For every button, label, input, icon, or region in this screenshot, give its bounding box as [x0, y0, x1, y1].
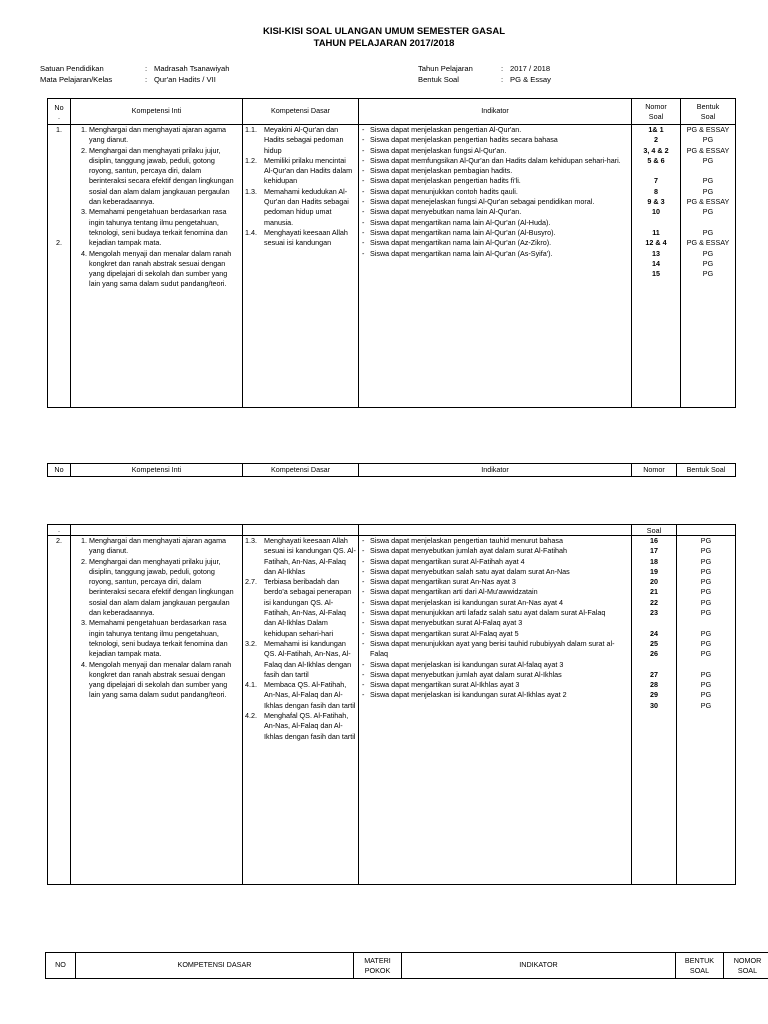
header-nomor-soal: NOMOR SOAL — [724, 953, 768, 979]
nomor-value: 9 & 3 — [647, 197, 665, 207]
row-number-cell — [48, 125, 71, 408]
indicator-item: - Siswa dapat mengartikan nama lain Al-Qur'an (Al-Busyro). — [361, 228, 629, 238]
meta-colon: : — [500, 75, 504, 84]
header-empty — [677, 525, 736, 536]
indicator-item: - Siswa dapat mengartikan surat Al-Fatihah ayat 4 — [361, 557, 629, 567]
bentuk-value: PG — [702, 227, 714, 237]
header-bentuk-soal: Bentuk Soal — [681, 99, 736, 125]
indicator-item: - Siswa dapat menunjukkan contoh hadits qauli. — [361, 187, 629, 197]
kompetensi-inti-cell — [71, 125, 243, 408]
nomor-value: 18 — [650, 556, 658, 566]
kisi-kisi-table-1 — [47, 98, 736, 408]
bentuk-value — [683, 166, 733, 176]
nomor-value: 11 — [652, 227, 660, 237]
header-materi-pokok: MATERI POKOK — [354, 953, 402, 979]
indicator-item: - Siswa dapat menyebutkan jumlah ayat dalam surat Al-Fatihah — [361, 546, 629, 556]
header-empty — [243, 525, 359, 536]
bentuk-value: PG — [700, 556, 712, 566]
meta-value: Qur'an Hadits / VII — [154, 75, 216, 84]
kd-item: 1.2. Memiliki prilaku mencintai Al-Qur'an dan Hadits dalam kehidupan — [245, 155, 353, 186]
header-soal: Soal — [632, 525, 677, 536]
meta-colon: : — [144, 75, 148, 84]
ki-item: 3. Memahami pengetahuan berdasarkan rasa ingin tahunya tentang ilmu pengetahuan, teknologi, seni budaya terkait fenomina dan kejadian tampak mata. — [89, 207, 240, 248]
header-empty — [359, 525, 632, 536]
meta-colon: : — [500, 64, 504, 73]
bentuk-value: PG & ESSAY — [686, 197, 730, 207]
header-kompetensi-dasar: KOMPETENSI DASAR — [76, 953, 354, 979]
header-kompetensi-inti: Kompetensi Inti — [71, 99, 243, 125]
bentuk-value — [679, 618, 733, 628]
bentuk-value: PG — [702, 176, 714, 186]
row-number: 1. — [56, 125, 62, 134]
nomor-value: 13 — [652, 248, 660, 258]
nomor-value: 7 — [654, 176, 658, 186]
indicator-item: - Siswa dapat menejelaskan fungsi Al-Qur'an sebagai pendidikan moral. — [361, 197, 629, 207]
nomor-value: 14 — [652, 258, 660, 268]
bentuk-value: PG — [700, 628, 712, 638]
nomor-value: 24 — [650, 628, 658, 638]
indicator-item: - Siswa dapat menjelaskan pengertian hadits fi'li. — [361, 176, 629, 186]
header-nomor-soal: Nomor Soal — [632, 99, 681, 125]
bentuk-value: PG — [700, 577, 712, 587]
meta-label: Mata Pelajaran/Kelas — [40, 75, 113, 84]
meta-value: 2017 / 2018 — [510, 64, 551, 73]
nomor-value — [634, 618, 674, 628]
header-kompetensi-dasar: Kompetensi Dasar — [243, 99, 359, 125]
nomor-value: 25 — [650, 638, 658, 648]
header-no: NO — [46, 953, 76, 979]
indicator-item: - Siswa dapat menyebutkan salah satu ayat dalam surat An-Nas — [361, 567, 629, 577]
row-number: 2. — [56, 536, 62, 545]
bentuk-value: PG — [702, 207, 714, 217]
meta-row-mapel — [40, 74, 229, 85]
kompetensi-inti-cell — [71, 536, 243, 885]
meta-row-tahun — [418, 63, 551, 74]
nomor-value: 20 — [650, 577, 658, 587]
header-indikator: Indikator — [359, 464, 632, 477]
bentuk-value: PG — [702, 155, 714, 165]
ki-item: 4. Mengolah menyaji dan menalar dalam ranah kongkret dan ranah abstrak sesuai dengan yang dipelajari di sekolah dan sumber yang lain yang sama dalam sudut pandang/teori. — [89, 660, 240, 701]
nomor-value: 12 & 4 — [645, 238, 667, 248]
nomor-value — [634, 660, 674, 670]
bentuk-value: PG — [700, 680, 712, 690]
indicator-item: - Siswa dapat mengartikan arti dari Al-Mu'awwidzatain — [361, 587, 629, 597]
header-bentuk-soal: Bentuk Soal — [677, 464, 736, 477]
bentuk-value: PG — [702, 258, 714, 268]
nomor-value: 30 — [650, 700, 658, 710]
document-subtitle: TAHUN PELAJARAN 2017/2018 — [313, 38, 455, 49]
header-kompetensi-inti: Kompetensi Inti — [71, 464, 243, 477]
indicator-item: - Siswa dapat menyebutkan surat Al-Falaq ayat 3 — [361, 618, 629, 628]
meta-value: PG & Essay — [510, 75, 551, 84]
indicator-item: - Siswa dapat mengartikan surat Al-Falaq ayat 5 — [361, 629, 629, 639]
bentuk-value: PG — [700, 669, 712, 679]
kisi-kisi-table-4-header — [45, 952, 768, 979]
nomor-value: 5 & 6 — [647, 155, 665, 165]
kd-item: 2.7. Terbiasa beribadah dan berdo'a sebagai penerapan isi kandungan QS. Al-Fatihah, An-Nas, Al-Falaq dan Al-Ikhlas Dalam kehidupan sehari-hari — [245, 577, 352, 638]
nomor-value: 17 — [650, 546, 658, 556]
bentuk-value: PG — [700, 608, 712, 618]
nomor-value: 15 — [652, 269, 660, 279]
nomor-value: 27 — [650, 669, 658, 679]
meta-label: Bentuk Soal — [418, 75, 459, 84]
ki-item: 2. Menghargai dan menghayati prilaku jujur, disiplin, tanggung jawab, peduli, gotong royong, santun, percaya diri, dalam berinteraksi secara efektif dengan lingkungan sosial dan alam dalam jangkauan pergaulan dan keberadaannya. — [89, 557, 240, 619]
nomor-value: 10 — [652, 207, 660, 217]
indicator-item: - Siswa dapat menjelaskan pengertian hadits secara bahasa — [361, 135, 629, 145]
indicator-item: - Siswa dapat menjelaskan isi kandungan surat Al-falaq ayat 3 — [361, 660, 629, 670]
kd-item: 1.3. Menghayati keesaan Allah sesuai isi kandungan QS. Al-Fatihah, An-Nas, Al-Falaq dan Al-Ikhlas — [245, 536, 356, 576]
nomor-value: 19 — [650, 566, 658, 576]
nomor-value: 21 — [650, 587, 658, 597]
indicator-item: - Siswa dapat mengartikan nama lain Al-Qur'an (As-Syifa'). — [361, 249, 629, 259]
bentuk-value: PG & ESSAY — [686, 238, 730, 248]
ki-item: 3. Memahami pengetahuan berdasarkan rasa ingin tahunya tentang ilmu pengetahuan, teknologi, seni budaya terkait fenomina dan kejadian tampak mata. — [89, 618, 240, 659]
ki-item: 1. Menghargai dan menghayati ajaran agama yang dianut. — [89, 536, 240, 557]
nomor-value: 22 — [650, 597, 658, 607]
bentuk-value — [683, 218, 733, 228]
kd-item: 4.2. Menghafal QS. Al-Fatihah, An-Nas, Al-Falaq dan Al-Ikhlas dengan fasih dan tartil — [245, 711, 356, 741]
kd-item: 3.2. Memahami isi kandungan QS. Al-Fatihah, An-Nas, Al-Falaq dan Al-Ikhlas dengan fasih dan tartil — [245, 638, 352, 679]
bentuk-soal-cell — [677, 536, 736, 885]
document-title: KISI-KISI SOAL ULANGAN UMUM SEMESTER GASAL — [262, 26, 506, 37]
header-no: No — [48, 464, 71, 477]
bentuk-value: PG — [700, 690, 712, 700]
indicator-item: - Siswa dapat menunjukkan ayat yang berisi tauhid rububiyyah dalam surat al-Falaq — [361, 639, 629, 660]
bentuk-value: PG — [702, 269, 714, 279]
header-kompetensi-dasar: Kompetensi Dasar — [243, 464, 359, 477]
bentuk-value: PG — [702, 135, 714, 145]
bentuk-value: PG & ESSAY — [686, 125, 730, 134]
indicator-item: - Siswa dapat menjelaskan isi kandungan surat An-Nas ayat 4 — [361, 598, 629, 608]
bentuk-soal-cell — [681, 125, 736, 408]
header-indikator: INDIKATOR — [402, 953, 676, 979]
indicator-item: - Siswa dapat menjelaskan isi kandungan surat Al-Ikhlas ayat 2 — [361, 690, 629, 700]
header-nomor: Nomor — [632, 464, 677, 477]
nomor-value: 3, 4 & 2 — [643, 145, 669, 155]
meta-row-bentuk — [418, 74, 551, 85]
nomor-value: 26 — [650, 649, 658, 659]
meta-left — [40, 63, 229, 85]
indicator-item: - Siswa dapat menjelaskan pengertian tauhid menurut bahasa — [361, 536, 629, 546]
indicator-item: - Siswa dapat mengartikan nama lain Al-Qur'an (Az-Zikro). — [361, 238, 629, 248]
header-empty — [71, 525, 243, 536]
ki-item: 1. Menghargai dan menghayati ajaran agama yang dianut. — [89, 125, 240, 146]
meta-label: Tahun Pelajaran — [418, 64, 473, 73]
kd-item: 1.3. Memahami kedudukan Al-Qur'an dan Hadits sebagai pedoman hidup umat manusia. — [245, 186, 349, 227]
kd-item: 1.1. Meyakini Al-Qur'an dan Hadits sebagai pedoman hidup — [245, 125, 344, 155]
nomor-value: 1& 1 — [648, 125, 664, 134]
indicator-item: - Siswa dapat menyebutkan nama lain Al-Qur'an. — [361, 207, 629, 217]
indicator-item: - Siswa dapat menyebutkan jumlah ayat dalam surat Al-Ikhlas — [361, 670, 629, 680]
bentuk-value: PG — [700, 700, 712, 710]
kd-item: 4.1. Membaca QS. Al-Fatihah, An-Nas, Al-Falaq dan Al-Ikhlas dengan fasih dan tartil — [245, 680, 356, 710]
bentuk-value: PG — [700, 587, 712, 597]
kisi-kisi-table-3 — [47, 524, 736, 885]
indicator-item: - Siswa dapat menunjukkan arti lafadz salah satu ayat dalam surat Al-Falaq — [361, 608, 629, 618]
nomor-value: 16 — [650, 536, 658, 545]
bentuk-value: PG — [702, 248, 714, 258]
ki-item: 4. Mengolah menyaji dan menalar dalam ranah kongkret dan ranah abstrak sesuai dengan yang dipelajari di sekolah dan sumber yang lain yang sama dalam sudut pandang/teori. — [89, 249, 240, 290]
bentuk-value: PG — [700, 649, 712, 659]
bentuk-value: PG — [700, 546, 712, 556]
meta-label: Satuan Pendidikan — [40, 64, 104, 73]
indicator-item: - Siswa dapat menjelaskan pengertian Al-Qur'an. — [361, 125, 629, 135]
meta-value: Madrasah Tsanawiyah — [154, 64, 230, 73]
header-bentuk-soal: BENTUK SOAL — [676, 953, 724, 979]
bentuk-value: PG & ESSAY — [686, 145, 730, 155]
bentuk-value — [679, 660, 733, 670]
nomor-value: 28 — [650, 680, 658, 690]
ki-item: 2. Menghargai dan menghayati prilaku jujur, disiplin, tanggung jawab, peduli, gotong royong, santun, percaya diri, dalam berinteraksi secara efektif dengan lingkungan sosial dan alam dalam jangkauan pergaulan dan keberadaannya. — [89, 146, 240, 208]
meta-row-satuan — [40, 63, 229, 74]
header-indikator: Indikator — [359, 99, 632, 125]
bentuk-value: PG — [700, 597, 712, 607]
kompetensi-dasar-cell — [243, 536, 359, 885]
indicator-item: - Siswa dapat mengartikan nama lain Al-Qur'an (Al-Huda). — [361, 218, 629, 228]
indicator-item: - Siswa dapat mengartikan surat An-Nas ayat 3 — [361, 577, 629, 587]
bentuk-value: PG — [702, 186, 714, 196]
nomor-value: 2 — [654, 135, 658, 145]
row-number-cell — [48, 536, 71, 885]
kd-item: 1.4. Menghayati keesaan Allah sesuai isi kandungan — [245, 227, 348, 248]
nomor-value — [634, 166, 678, 176]
indicator-item: - Siswa dapat mengartikan surat Al-Ikhlas ayat 3 — [361, 680, 629, 690]
bentuk-value: PG — [700, 536, 712, 545]
nomor-soal-cell — [632, 125, 681, 408]
nomor-value: 29 — [650, 690, 658, 700]
bentuk-value: PG — [700, 638, 712, 648]
row-number: 2. — [56, 238, 62, 248]
header-no: . — [48, 525, 71, 536]
kisi-kisi-table-2-header — [47, 463, 736, 477]
indikator-cell — [359, 125, 632, 408]
nomor-soal-cell — [632, 536, 677, 885]
meta-right — [418, 63, 551, 85]
nomor-value: 23 — [650, 608, 658, 618]
nomor-value: 8 — [654, 186, 658, 196]
indicator-item: - Siswa dapat menjelaskan pembagian hadits. — [361, 166, 629, 176]
header-no: No . — [48, 99, 71, 125]
bentuk-value: PG — [700, 566, 712, 576]
indikator-cell — [359, 536, 632, 885]
indicator-item: - Siswa dapat menjelaskan fungsi Al-Qur'an. — [361, 146, 629, 156]
indicator-item: - Siswa dapat memfungsikan Al-Qur'an dan Hadits dalam kehidupan sehari-hari. — [361, 156, 629, 166]
meta-colon: : — [144, 64, 148, 73]
kompetensi-dasar-cell — [243, 125, 359, 408]
nomor-value — [634, 218, 678, 228]
